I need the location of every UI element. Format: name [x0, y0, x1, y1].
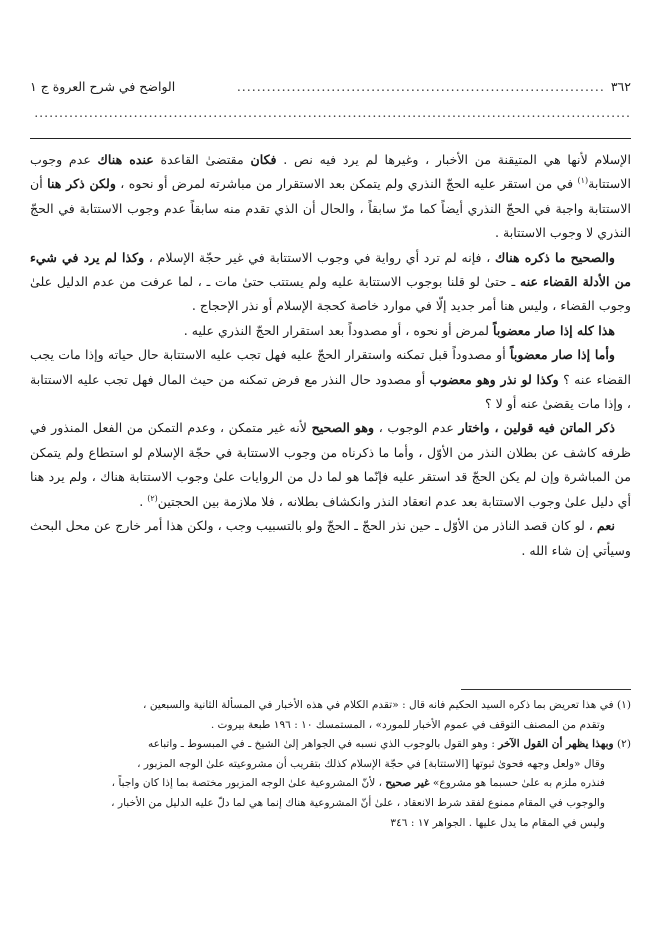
- text-run: أو مصدود حال النذر مع فرض تمكنه من حيث المال فهل تجب عليه الاستتابة ، وإذا مات يقضىٰ عنه أو لا ؟: [30, 371, 631, 412]
- bold-phrase: وهو الصحيح: [311, 420, 375, 436]
- text-run: عدم الوجوب ،: [374, 420, 459, 436]
- footnote-line: [30, 755, 631, 775]
- running-title: الواضح في شرح العروة ج ١: [30, 79, 176, 94]
- footnote-line: [30, 716, 631, 736]
- text-run: وتقدم من المصنف التوقف في عموم الأخبار للمورد» ، المستمسك ١٠ : ١٩٦ طبعة بيروت .: [210, 718, 605, 731]
- bold-phrase: ولكن ذكر هنا: [47, 176, 116, 192]
- text-run: أن الاستتابة واجبة في الحجّ النذري أيضاً كما مرّ سابقاً ، والحال أن الذي تقدم منه سابقاً عدم وجوب الاستتابة في الحجّ النذري لا وجوب الاستتابة .: [30, 176, 631, 241]
- bold-phrase: هذا كله إذا صار معضوباً: [492, 322, 615, 338]
- header-dotted-line: ........................................................................................................................: [34, 105, 631, 120]
- footnote-line: [30, 696, 631, 716]
- bold-phrase: فكان: [250, 152, 277, 167]
- text-run: لمرض أو نحوه ، أو مصدوداً بعد استقرار الحجّ النذري عليه .: [183, 322, 493, 338]
- footnote-separator: [461, 689, 631, 690]
- text-run: وليس في المقام ما يدل عليها . الجواهر ١٧ : ٣٤٦: [390, 816, 605, 829]
- text-run: : وهو القول بالوجوب الذي نسبه في الجواهر إلىٰ الشيخ ـ في المبسوط ـ واتباعه: [147, 738, 499, 751]
- text-run: عدم وجوب الاستتابة: [30, 152, 631, 192]
- body-paragraph: [30, 319, 631, 343]
- bold-phrase: وكذا لم يرد في شيء من الأدلة القضاء عنه: [30, 249, 631, 290]
- text-run: مقتضىٰ القاعدة: [153, 152, 251, 167]
- footnote-line: [30, 794, 631, 814]
- footnote-marker: (١): [577, 176, 589, 186]
- page-number: ٣٦٢: [610, 79, 631, 94]
- bold-phrase: وأما إذا صار معضوباً: [510, 347, 615, 363]
- footnote-line: [30, 735, 631, 755]
- footnote-line: [30, 774, 631, 794]
- text-run: في من استقر عليه الحجّ النذري ولم يتمكن بعد الاستقرار من مباشرته لمرض أو نحوه ،: [115, 176, 578, 192]
- footnotes: [30, 696, 631, 833]
- text-run: الإسلام لأنها هي المتيقنة من الأخبار ، وغيرها لم يرد فيه نص .: [276, 152, 631, 167]
- footnote-line: [30, 814, 631, 834]
- bold-phrase: نعم: [597, 518, 615, 534]
- text-run: وقال «ولعل وجهه فحوىٰ ثبوتها [الاستتابة] في حجّة الإسلام كذلك بتقريب أن مشروعيته علىٰ الوجه المزبور ،: [137, 757, 605, 770]
- text-run: ، فإنه لم ترد أي رواية في وجوب الاستتابة في غير حجّة الإسلام ،: [144, 249, 495, 265]
- running-header: [30, 74, 631, 100]
- text-run: (١) في هذا تعريض بما ذكره السيد الحكيم فانه قال : «تقدم الكلام في هذه الأخبار في المسألة الثانية والسبعين ،: [143, 699, 631, 711]
- body-paragraph: [30, 343, 631, 416]
- text-run: (٢): [613, 738, 631, 751]
- bold-phrase: عنده هناك: [97, 152, 154, 167]
- text-run: ، لو كان قصد الناذر من الأوّل ـ حين نذر الحجّ ـ الحجّ ولو بالتسبيب وجب ، ولكن هذا أمر خارج عن محل البحث وسيأتي إن شاء الله .: [30, 518, 631, 558]
- text-run: فنذره ملزم به علىٰ حسبما هو مشروع»: [429, 777, 605, 790]
- text-run: .: [139, 493, 148, 509]
- bold-phrase: والصحيح ما ذكره هناك: [495, 249, 615, 265]
- text-run: أو مصدوداً قبل تمكنه واستقرار الحجّ عليه فهل تجب عليه الاستتابة حال حياته وإذا مات يجب القضاء عنه ؟: [30, 347, 631, 387]
- body-paragraph: [30, 514, 631, 563]
- main-text: [30, 148, 631, 563]
- bold-phrase: وبهذا يظهر أن القول الآخر: [498, 738, 614, 751]
- text-run: ـ حتىٰ لو قلنا بوجوب الاستتابة عليه ولم يستتب حتىٰ مات ـ ، لما عرفت من عدم الدليل علىٰ وجوب القضاء ، وليس هنا أمر جديد إلّا في موارد خاصة كحجة الإسلام أو نذر الإحجاج .: [30, 274, 631, 314]
- footnote-marker: (٢): [147, 493, 158, 503]
- body-paragraph: [30, 416, 631, 514]
- header-rule: [30, 138, 631, 139]
- body-paragraph: [30, 246, 631, 319]
- bold-phrase: وكذا لو نذر وهو معضوب: [429, 371, 559, 387]
- bold-phrase: غير صحيح: [385, 777, 430, 790]
- text-run: لأنه غير متمكن ، وعدم التمكن من الفعل المنذور في ظرفه كاشف عن بطلان النذر من الأوّل ، وأما ما ذكرناه من وجوب الاستتابة في حجّة الإسلام لو استطاع ولم يتمكن من المباشرة وإن لم يكن الحجّ قد استقر عليه فإنّما هو لما دل من الروايات علىٰ وجوب الاستتابة هناك ، ولم يرد هنا أي دليل علىٰ وجوب الاستتابة بعد عدم انعقاد النذر وانكشاف بطلانه ، فلا ملازمة بين الحجتين: [30, 420, 631, 509]
- text-run: والوجوب في المقام ممنوع لفقد شرط الانعقاد ، علىٰ أنّ المشروعية هناك إنما هي لما دلّ عليه الدليل من الأخبار ،: [111, 796, 605, 809]
- body-paragraph: [30, 148, 631, 246]
- header-dots: ..........................................................................: [236, 79, 605, 94]
- text-run: ، لأنّ المشروعية علىٰ الوجه المزبور مختصة بما إذا كان واجباً ،: [111, 777, 386, 790]
- bold-phrase: ذكر الماتن فيه قولين ، واختار: [458, 420, 615, 436]
